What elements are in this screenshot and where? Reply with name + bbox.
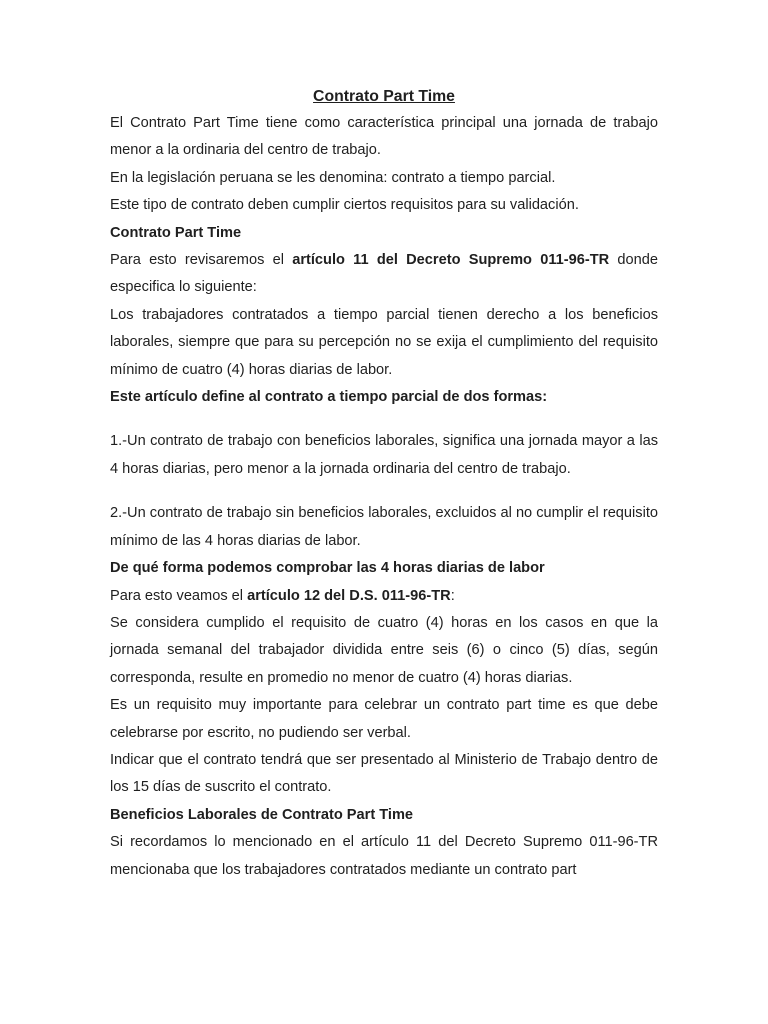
article-12-reference: artículo 12 del D.S. 011-96-TR	[247, 587, 451, 604]
article-11-intro-text: Para esto revisaremos el	[110, 252, 293, 269]
article-12-intro-text: Para esto veamos el	[110, 587, 248, 604]
document-title: Contrato Part Time	[313, 88, 455, 105]
heading-contrato-part-time: Contrato Part Time	[110, 224, 242, 241]
article-11-outro-text: donde especifica lo siguiente:	[110, 252, 658, 296]
paragraph-legislation: En la legislación peruana se les denomina: contrato a tiempo parcial.	[110, 169, 556, 186]
list-item-form-1: 1.-Un contrato de trabajo con beneficios laborales, significa una jornada mayor a las 4 horas diarias, pero menor a la jornada ordinaria del centro de trabajo.	[110, 433, 658, 477]
document-body	[110, 86, 658, 884]
heading-benefits: Beneficios Laborales de Contrato Part Time	[110, 806, 414, 823]
list-item-form-2: 2.-Un contrato de trabajo sin beneficios laborales, excluidos al no cumplir el requisito mínimo de las 4 horas diarias de labor.	[110, 505, 658, 549]
paragraph-ministry-filing: Indicar que el contrato tendrá que ser presentado al Ministerio de Trabajo dentro de los 15 días de suscrito el contrato.	[110, 751, 658, 796]
heading-two-forms: Este artículo define al contrato a tiempo parcial de dos formas:	[110, 389, 548, 406]
paragraph-intro: El Contrato Part Time tiene como característica principal una jornada de trabajo menor a la ordinaria del centro de trabajo.	[110, 115, 658, 159]
heading-verify-hours: De qué forma podemos comprobar las 4 horas diarias de labor	[110, 560, 545, 577]
paragraph-written-contract: Es un requisito muy importante para celebrar un contrato part time es que debe celebrarse por escrito, no pudiendo ser verbal.	[110, 697, 658, 741]
spacer	[110, 411, 658, 428]
paragraph-benefits-right: Los trabajadores contratados a tiempo parcial tienen derecho a los beneficios laborales, siempre que para su percepción no se exija el cumplimiento del requisito mínimo de cuatro (4) horas diarias de labor.	[110, 306, 658, 378]
paragraph-requirements: Este tipo de contrato deben cumplir ciertos requisitos para su validación.	[110, 197, 579, 214]
article-11-reference: artículo 11 del Decreto Supremo 011-96-TR	[292, 252, 610, 269]
paragraph-benefits-recall: Si recordamos lo mencionado en el artículo 11 del Decreto Supremo 011-96-TR mencionaba que los trabajadores contratados mediante un contrato part	[110, 834, 658, 878]
paragraph-article-12	[110, 583, 658, 610]
article-12-outro-text: :	[450, 587, 455, 604]
paragraph-hours-rule: Se considera cumplido el requisito de cuatro (4) horas en los casos en que la jornada semanal del trabajador dividida entre seis (6) o cinco (5) días, según corresponda, resulte en promedio no menor de cuatro (4) horas diarias.	[110, 614, 658, 686]
spacer	[110, 483, 658, 500]
paragraph-article-11	[110, 247, 658, 302]
